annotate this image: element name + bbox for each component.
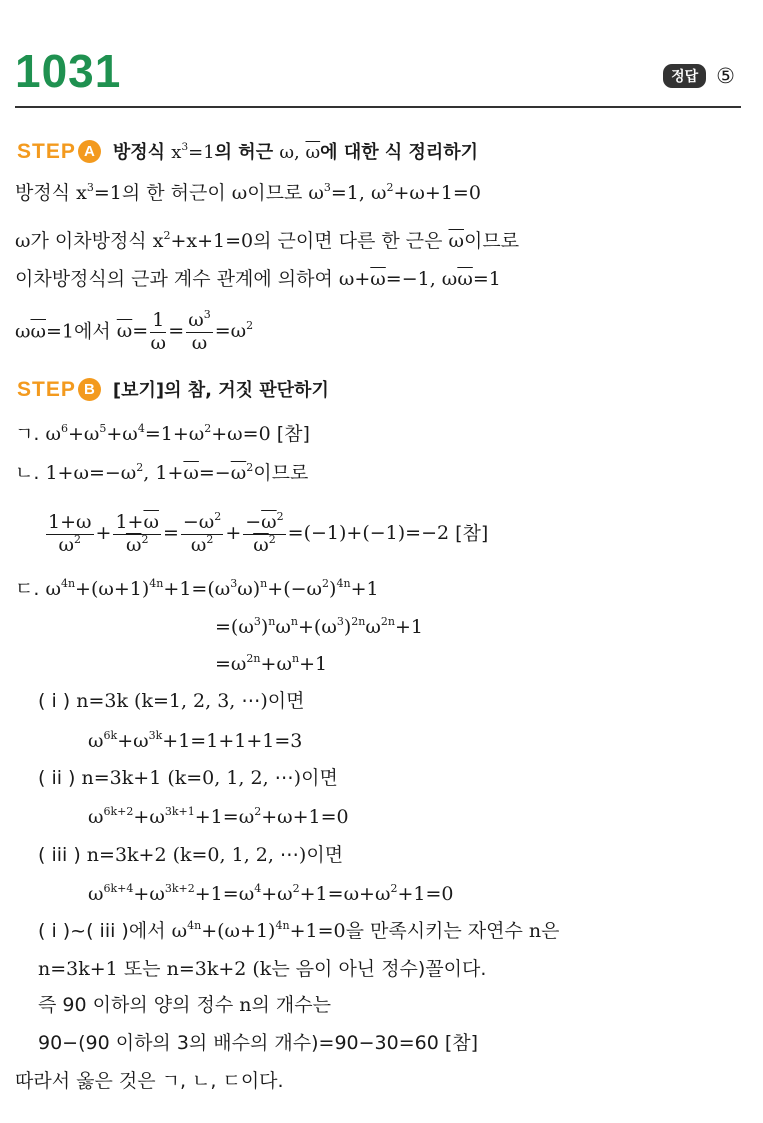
step-a-line-3: 이차방정식의 근과 계수 관계에 의하여 $\omega+\overline{\omega}=-1$, $\omega\overline{\omega}=1$	[15, 268, 501, 290]
problem-number: 1031	[15, 45, 122, 97]
step-a-line-1: 방정식 $x^3=1$의 한 허근이 ω이므로 $\omega^3=1$, $\omega^2+\omega+1=0$	[15, 180, 481, 204]
step-b-letter-badge: B	[78, 378, 101, 401]
case-3: ( iii ) n=3k+2 (k=0, 1, 2, ⋯)이면	[38, 844, 344, 866]
conclusion-line-4: 90−(90 이하의 3의 배수의 개수)=90−30=60 [참]	[38, 1032, 479, 1054]
step-a-line-2: ω가 이차방정식 $x^2+x+1=0$의 근이면 다른 한 근은 $\overline{\omega}$이므로	[15, 228, 520, 252]
item-digeut-step-2: $=(\omega^3)^n\omega^n+(\omega^3)^{2n}\omega^{2n}+1$	[215, 614, 423, 638]
step-a-line-4: $\omega\overline{\omega}=1$에서 $\overline{\omega}=$ $\frac{1}{\omega}$ = $\frac{\omega^3}{\omega}$ $=\omega^2$	[15, 307, 254, 354]
step-a-title: 방정식 $x^3=1$의 허근 ω, $\overline{\omega}$에 대한 식 정리하기	[112, 141, 479, 163]
step-a-heading	[17, 140, 478, 163]
step-b-heading	[17, 378, 329, 401]
answer-box	[663, 64, 735, 88]
item-nieun: ㄴ. $1+\omega=-\omega^2$, $1+\overline{\omega}=-\overline{\omega}^2$이므로	[15, 460, 309, 484]
item-giyeok: ㄱ. $\omega^6+\omega^5+\omega^4=1+\omega^2+\omega=0$ [참]	[15, 421, 310, 445]
item-digeut: ㄷ. $\omega^{4n}+(\omega+1)^{4n}+1=(\omega^3\omega)^n+(-\omega^2)^{4n}+1$	[15, 576, 379, 600]
answer-label: 정답	[663, 64, 706, 88]
item-nieun-calc: $\frac{1+\omega}{\omega^2}$ + $\frac{1+\overline{\omega}}{\overline{\omega}^2}$ = $\frac{-\omega^2}{\omega^2}$ + $\frac{-\overline{\omega}^2}{\overline{\omega}^2}$ =(−1)+(−1)=−2 [참]	[48, 509, 489, 556]
item-digeut-step-3: $=\omega^{2n}+\omega^n+1$	[215, 651, 328, 675]
step-a-label: STEP	[17, 140, 76, 163]
conclusion-line-1: ( i )~( iii )에서 $\omega^{4n}+(\omega+1)^{4n}+1=0$을 만족시키는 자연수 n은	[38, 918, 560, 942]
case-2-result: $\omega^{6k+2}+\omega^{3k+1}+1=\omega^2+\omega+1=0$	[88, 804, 349, 828]
conclusion-line-3: 즉 90 이하의 양의 정수 n의 개수는	[38, 994, 331, 1016]
final-answer-line: 따라서 옳은 것은 ㄱ, ㄴ, ㄷ이다.	[15, 1070, 284, 1092]
step-b-label: STEP	[17, 378, 76, 401]
header-divider	[15, 106, 741, 108]
case-1-result: $\omega^{6k}+\omega^{3k}+1=1+1+1=3$	[88, 728, 303, 752]
step-b-title: [보기]의 참, 거짓 판단하기	[112, 380, 329, 401]
case-1: ( i ) n=3k (k=1, 2, 3, ⋯)이면	[38, 690, 305, 712]
case-3-result: $\omega^{6k+4}+\omega^{3k+2}+1=\omega^4+\omega^2+1=\omega+\omega^2+1=0$	[88, 881, 454, 905]
step-a-letter-badge: A	[78, 140, 101, 163]
conclusion-line-2: n=3k+1 또는 n=3k+2 (k는 음이 아닌 정수)꼴이다.	[38, 958, 487, 980]
answer-value: ⑤	[716, 64, 735, 88]
case-2: ( ii ) n=3k+1 (k=0, 1, 2, ⋯)이면	[38, 767, 338, 789]
